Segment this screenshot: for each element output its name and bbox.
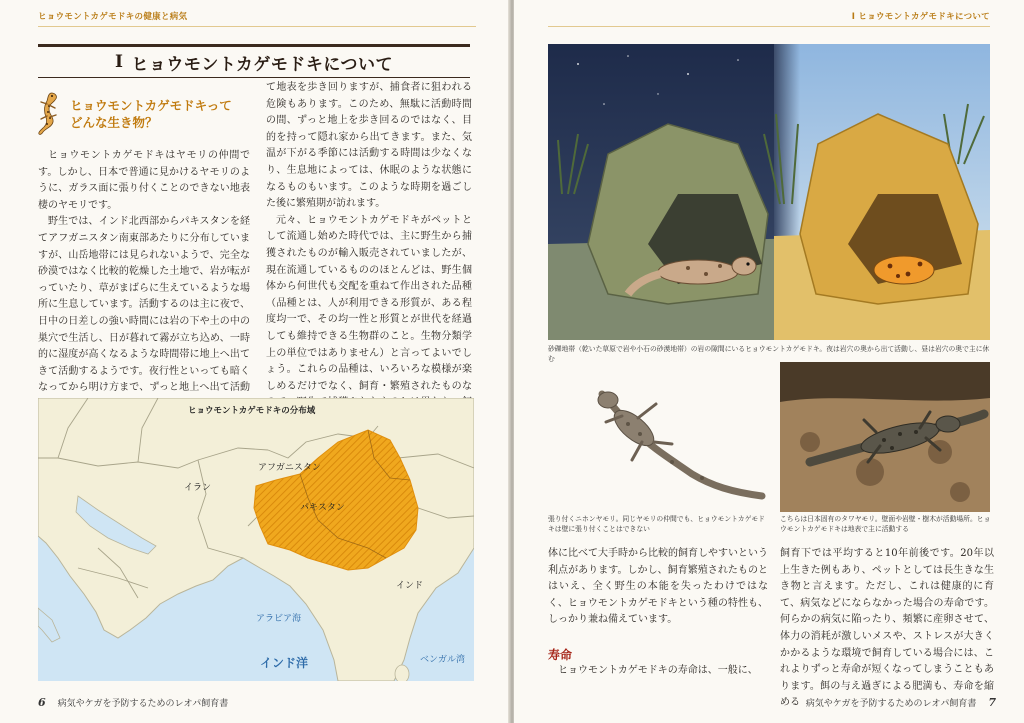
paragraph: 元々、ヒョウモントカゲモドキがペットとして流通し始めた時代では、主に野生から捕獲されたものが輸入販売されていましたが、現在流通しているもののほとんどは、野生個体から何世代も交配を重ねて作出された品種（品種とは、人が利用できる形質が、ある程度均一で、その均一性と形質とが世代を経過しても維持できる生物群のこと。生物分類学上の単位ではありません）と言ってよいでしょう。これらの品種は、いろいろな模様が楽しめるだけでなく、飼育・繁殖されたものな [266,214,472,392]
paragraph: ヒョウモントカゲモドキはヤモリの仲間です。しかし、日本で普通に見かけるヤモリのように、ガラス面に張り付くことのできない地表棲のヤモリです。 [38,150,250,211]
section-heading-line-2: どんな生き物？ [70,115,158,130]
running-head-left: ヒョウモントカゲモドキの健康と病気 [38,12,188,22]
map-label-india: インド [396,581,424,591]
chapter-title [38,44,470,78]
paragraph: ヒョウモントカゲモドキの寿命は、一般に、 [558,665,758,676]
page-number: 7 [988,696,996,709]
chapter-title-text: ヒョウモントカゲモドキについて [131,54,394,75]
left-page [0,0,510,723]
map-label-afghanistan: アフガニスタン [258,463,321,473]
body-column-2 [266,80,472,428]
tawa-gecko-photo [780,362,990,512]
body-column-3-continued [548,663,768,680]
body-column-4 [780,546,994,712]
book-title: 病気やケガを予防するためのレオパ飼育書 [57,699,229,709]
section-heading [70,97,232,131]
tawa-gecko-graphic [780,362,990,512]
header-rule-right [548,26,990,27]
map-label-arabian-sea: アラビア海 [256,614,302,624]
map-label-pakistan: パキスタン [300,503,345,513]
habitat-illustration-graphic [548,44,990,340]
map-title: ヒョウモントカゲモドキの分布域 [188,406,316,416]
right-page [514,0,1024,723]
caption-habitat: 砂礫地帯（乾いた草原で岩や小石の砂漠地帯）の岩の隙間にいるヒョウモントカゲモドキ。夜は岩穴の奥から出て活動し、昼は岩穴の奥で主に休む [548,345,990,363]
paragraph: 飼育下では平均すると10年前後です。20年以上生きた例もあり、ペットとしては長生きな生き物と言えます。ただし、これは健康的に育て、病気などにならなかった場合の寿命です。何らかの病気に陥ったり、頻繁に産卵させて、体力の消耗が激しいメスや、ストレスが大きくかかるような環境で飼育している場合には、これよりずっと寿命が短くなってしまうこともあります。餌の与え過ぎによる肥満も、寿命を縮める [780,548,994,709]
map-label-indian-ocean: インド洋 [260,656,309,670]
book-title: 病気やケガを予防するためのレオパ飼育書 [805,699,977,709]
map-graphic [38,398,474,681]
chapter-numeral: I [114,52,124,72]
section-heading-line-1: ヒョウモントカゲモドキって [70,98,232,113]
paragraph: て地表を歩き回りますが、捕食者に狙われる危険もあります。このため、無駄に活動時間の間、ずっと地上を歩き回るのではなく、目的を持って隠れ家から出てきます。また、気温が下がる季節には活動する時間は少なくなり、生息地によっては、休眠のような状態になるものもいます。このような時期を過ごした後に繁殖期が訪れます。 [266,82,472,210]
body-column-1 [38,148,250,414]
caption-tawa-gecko: こちらは日本固有のタワヤモリ。壁面や岩壁・樹木が活動場所。ヒョウモントカゲモドキは地表で主に活動する [780,515,991,533]
header-rule-left [38,26,476,27]
habitat-illustration [548,44,990,340]
page-number: 6 [38,696,46,709]
running-head-right: I ヒョウモントカゲモドキについて [851,12,990,22]
folio-right [806,696,996,709]
japanese-gecko-graphic [562,364,782,512]
caption-japanese-gecko: 張り付くニホンヤモリ。同じヤモリの仲間でも、ヒョウモントカゲモドキは壁に張り付くことはできない [548,515,765,533]
folio-left [38,696,228,709]
paragraph: 体に比べて大手時から比較的飼育しやすいという利点があります。しかし、飼育繁殖されたものとはいえ、全く野生の本能を失ったわけではなく、ヒョウモントカゲモドキという種の特性も、しっかり兼ね備えています。 [548,548,768,626]
paragraph: 野生では、インド北西部からパキスタンを経てアフガニスタン南東部あたりに分布していますが、山岳地帯には見られないようで、完全な砂漠ではなく比較的乾燥した土地で、岩が転がっていたり、草がまばらに生えているような場所に生息しています。活動するのは主に夜で、日中の日差しの強い時間には岩の下や土の中の巣穴で生活し、日が暮れて霧が立ち込め、一時的に湿度が高くなるような時間帯に地上へ出てきて活動するようです。夜行性といっても暗くなってから明け方まで、ずっと地上へ出て活動 [38,216,250,394]
distribution-map [38,398,474,681]
lifespan-heading: 寿命 [548,648,573,662]
map-label-bay-of-bengal: ベンガル湾 [420,655,466,665]
japanese-gecko-photo [562,364,782,512]
leopard-gecko-icon [34,90,64,136]
body-column-3 [548,546,768,629]
map-label-iran: イラン [184,483,212,493]
